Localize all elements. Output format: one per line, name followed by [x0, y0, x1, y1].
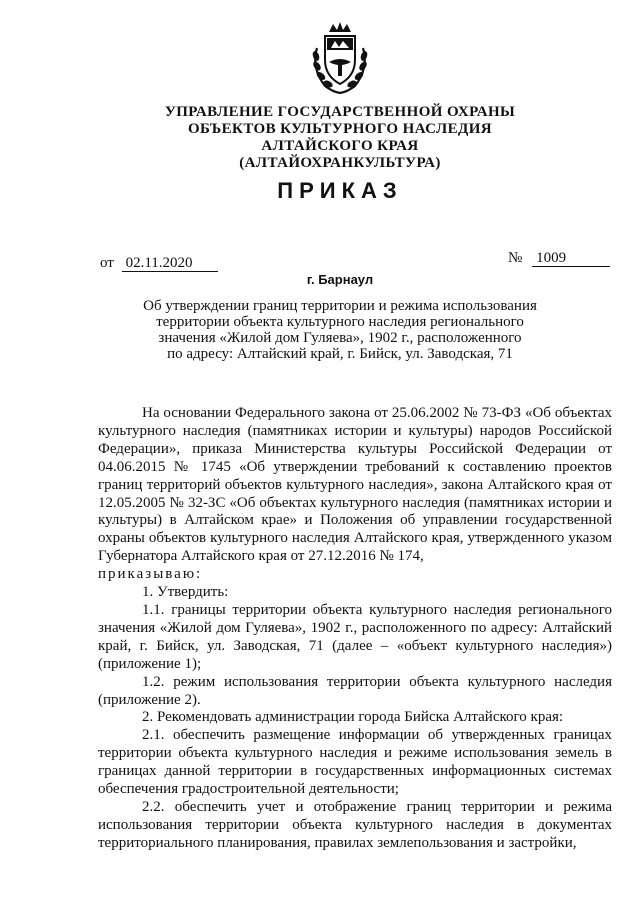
subject-line-2: территории объекта культурного наследия регионального	[156, 314, 524, 330]
date-value: 02.11.2020	[122, 255, 218, 272]
org-line-2: ОБЪЕКТОВ КУЛЬТУРНОГО НАСЛЕДИЯ	[187, 121, 493, 137]
document-number	[508, 250, 610, 267]
order-word: приказываю:	[98, 566, 203, 583]
coat-of-arms-emblem	[305, 18, 375, 98]
document-city: г. Барнаул	[306, 272, 374, 287]
altai-coat-of-arms-icon	[305, 18, 375, 98]
order-item-2-1: 2.1. обеспечить размещение информации об утвержденных границах территории объекта культурного наследия и режиме использования земель в границах данной территории в государственных информационных системах обеспечения градостроительной деятельности;	[98, 727, 612, 798]
org-line-4: (АЛТАЙОХРАНКУЛЬТУРА)	[239, 155, 441, 171]
document-subject	[0, 298, 640, 362]
order-item-1: 1. Утвердить:	[142, 584, 229, 601]
subject-line-4: по адресу: Алтайский край, г. Бийск, ул. Заводская, 71	[167, 346, 513, 362]
date-prefix: от	[100, 255, 114, 271]
organization-name	[0, 104, 640, 172]
order-item-2-2: 2.2. обеспечить учет и отображение границ территории и режима использования территории объекта культурного наследия в документах территориального планирования, правилах землепользования и застройки,	[98, 798, 612, 851]
org-line-1: УПРАВЛЕНИЕ ГОСУДАРСТВЕННОЙ ОХРАНЫ	[164, 104, 516, 120]
subject-line-3: значения «Жилой дом Гуляева», 1902 г., расположенного	[158, 330, 522, 346]
number-value: 1009	[532, 250, 610, 267]
document-body	[98, 405, 612, 853]
number-prefix: №	[508, 250, 523, 266]
document-date	[100, 255, 218, 272]
order-item-2: 2. Рекомендовать администрации города Бийска Алтайского края:	[142, 709, 564, 726]
order-item-1-2: 1.2. режим использования территории объекта культурного наследия (приложение 2).	[98, 673, 612, 708]
subject-line-1: Об утверждении границ территории и режима использования	[143, 298, 537, 314]
org-line-3: АЛТАЙСКОГО КРАЯ	[261, 138, 419, 154]
document-type-title: ПРИКАЗ	[277, 178, 403, 203]
preamble-paragraph: На основании Федерального закона от 25.06.2002 № 73-ФЗ «Об объектах культурного наследия (памятниках истории и культуры) народов Российской Федерации», приказа Министерства культуры Российской Федерации от 04.06.2015 № 1745 «Об утверждении требований к составлению проектов границ территорий объектов культурного наследия», закона Алтайского края от 12.05.2005 № 32-ЗС «Об объектах культурного наследия (памятниках истории и культуры) в Алтайском крае» и Положения об управлении государственной охраны объектов культурного наследия Алтайского края, утвержденного указом Губернатора Алтайского края от 27.12.2016 № 174,	[98, 405, 612, 565]
order-item-1-1: 1.1. границы территории объекта культурного наследия регионального значения «Жилой дом Гуляева», 1902 г., расположенного по адресу: Алтайский край, г. Бийск, ул. Заводская, 71 (далее – «объект культурного наследия») (приложение 1);	[98, 601, 612, 672]
